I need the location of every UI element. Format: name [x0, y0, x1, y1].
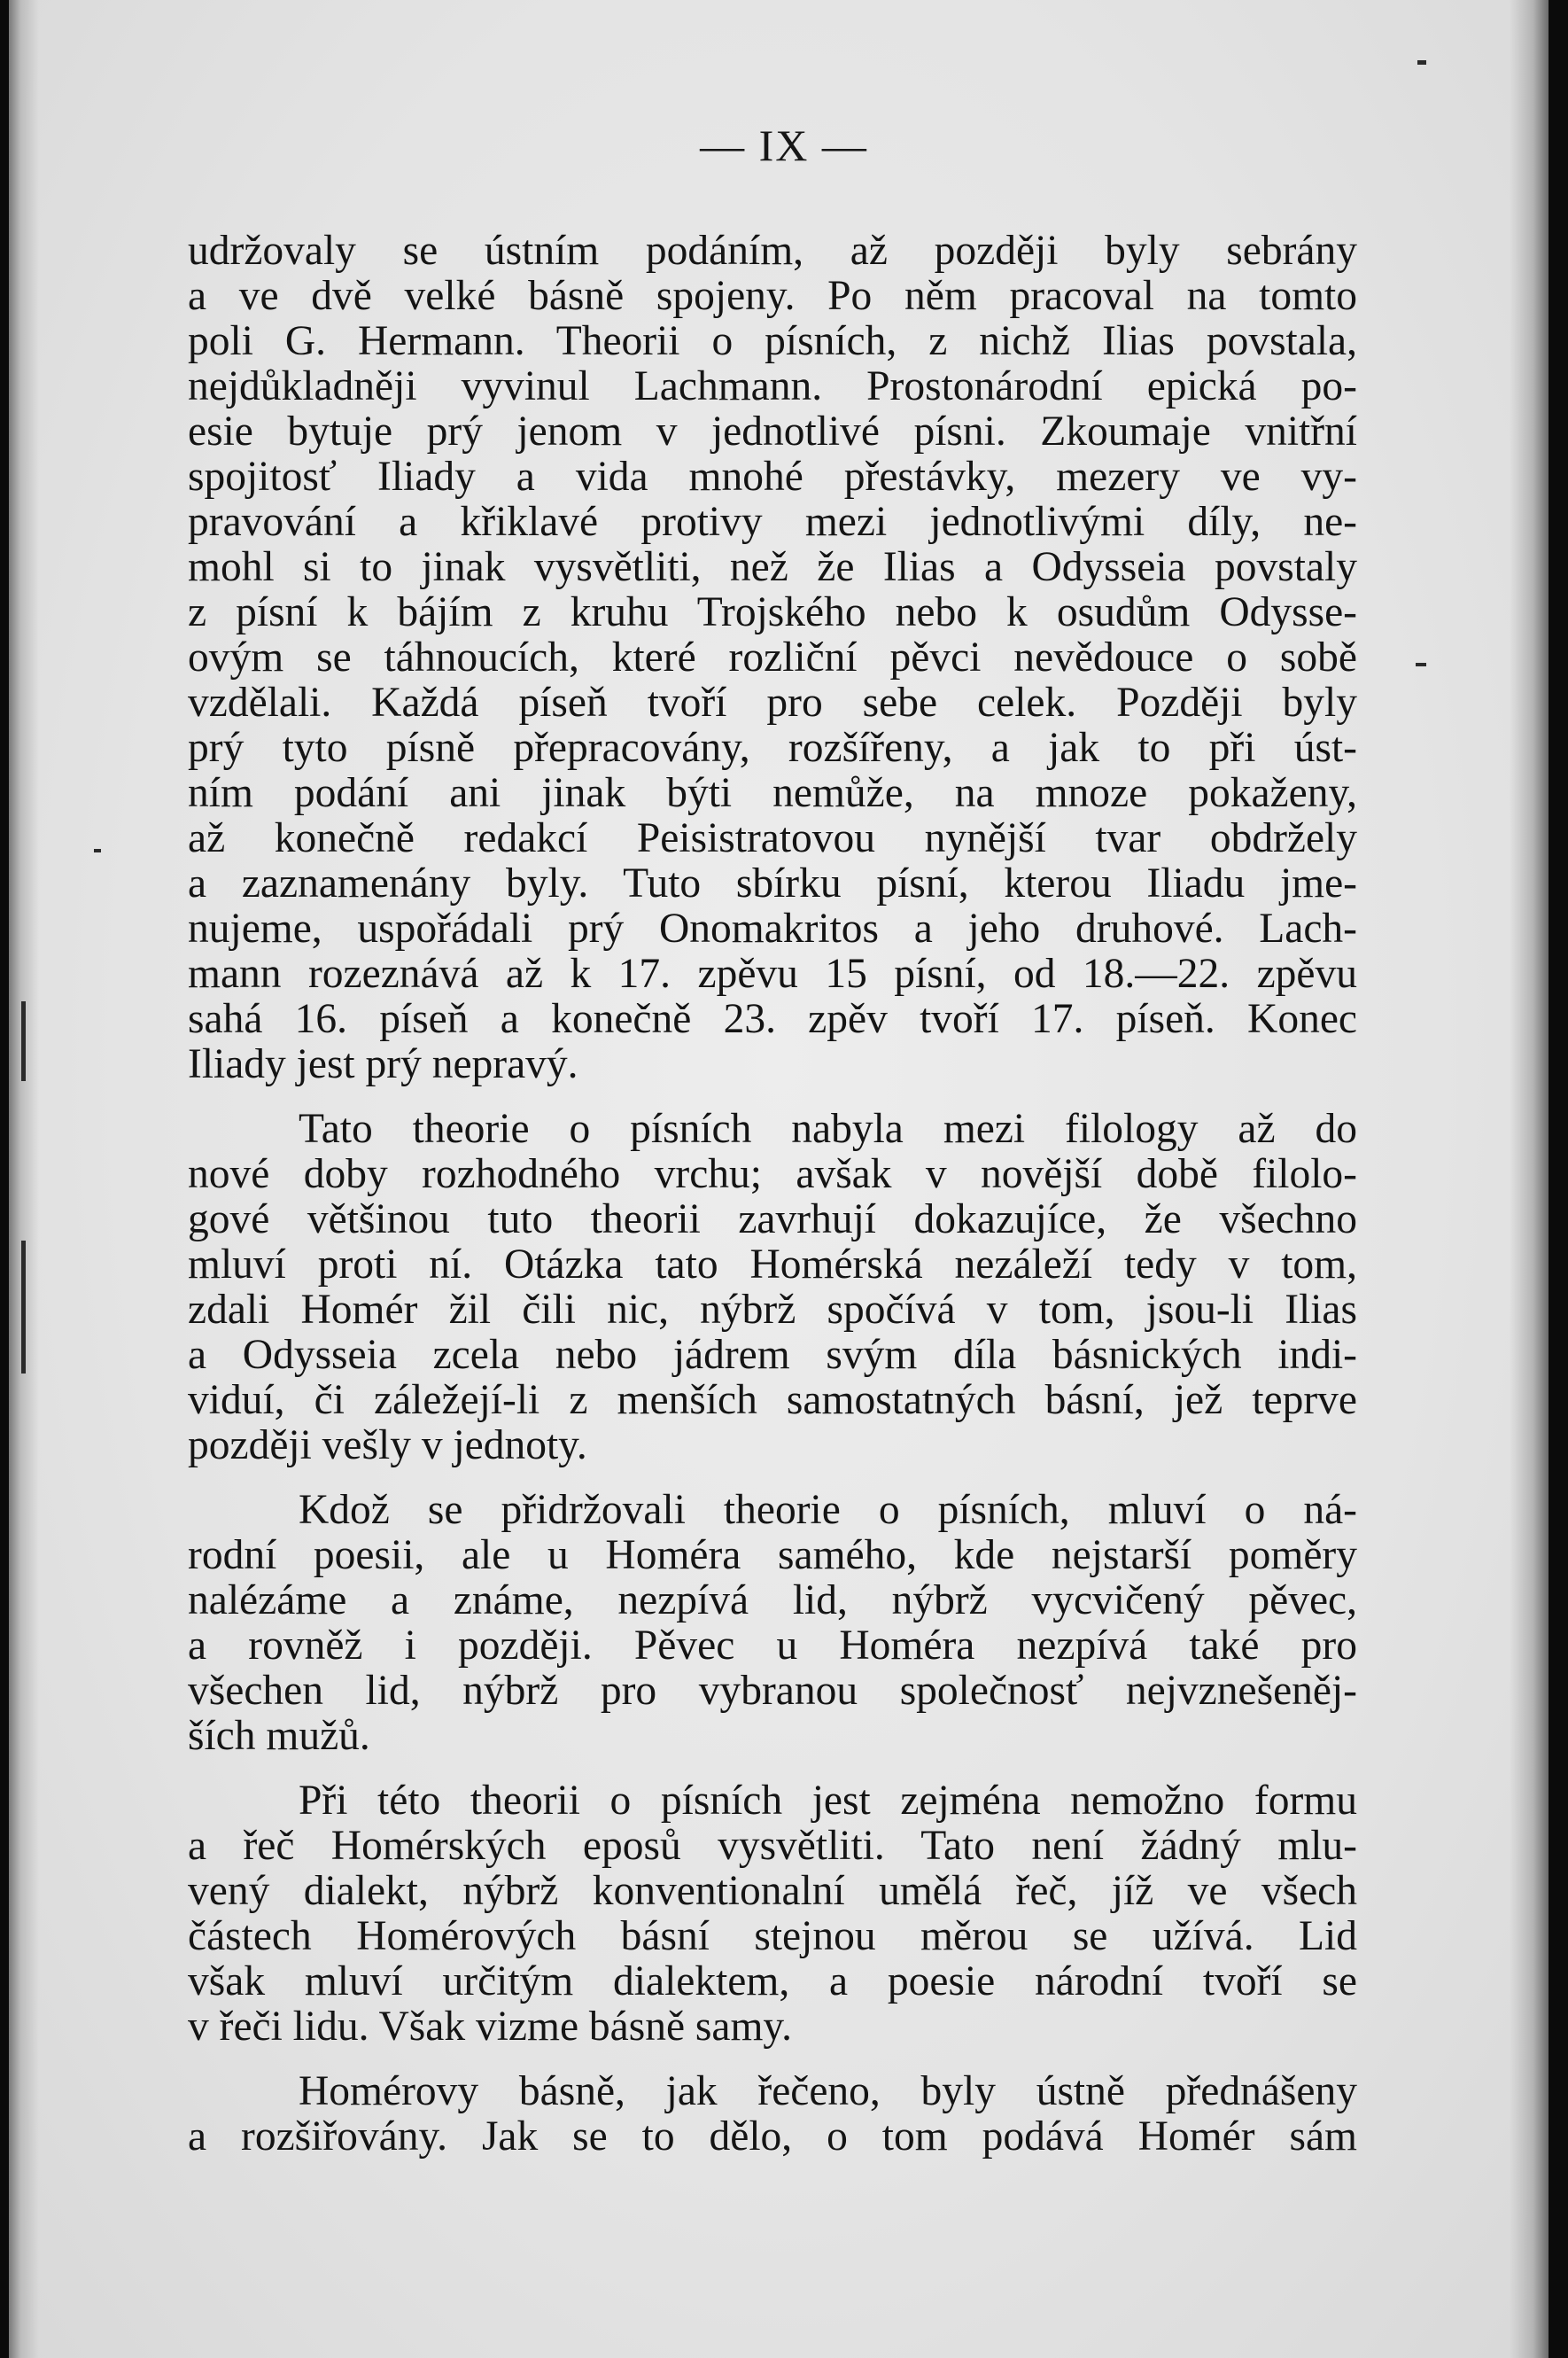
- left-edge-mark: [21, 1001, 26, 1081]
- text-line: z písní k bájím z kruhu Trojského nebo k osudům Odysse-: [188, 589, 1357, 635]
- page-number-header: — IX —: [700, 121, 868, 170]
- text-line: později vešly v jednoty.: [188, 1422, 587, 1468]
- text-line: nujeme, uspořádali prý Onomakritos a jeho druhové. Lach-: [188, 906, 1357, 952]
- text-line: poli G. Hermann. Theorii o písních, z nichž Ilias povstala,: [188, 318, 1357, 364]
- text-line: a rovněž i později. Pěvec u Homéra nezpívá také pro: [188, 1623, 1357, 1669]
- margin-speck: [94, 849, 101, 852]
- text-line: vzdělali. Každá píseň tvoří pro sebe celek. Později byly: [188, 680, 1357, 726]
- text-line: nalézáme a známe, nezpívá lid, nýbrž vycvičený pěvec,: [188, 1577, 1357, 1623]
- text-line: viduí, či záležejí-li z menších samostatných básní, jež teprve: [188, 1377, 1357, 1423]
- body-text: [188, 229, 1357, 2160]
- paragraph-4: [188, 1778, 1357, 2050]
- text-line: ním podání ani jinak býti nemůže, na mnoze pokaženy,: [188, 770, 1357, 816]
- paragraph-1: [188, 229, 1357, 1087]
- text-line: a Odysseia zcela nebo jádrem svým díla básnických indi-: [188, 1332, 1357, 1378]
- text-line: a zaznamenány byly. Tuto sbírku písní, kterou Iliadu jme-: [188, 860, 1357, 907]
- text-line: udržovaly se ústním podáním, až později byly sebrány: [188, 228, 1357, 274]
- text-line: částech Homérových básní stejnou měrou se užívá. Lid: [188, 1913, 1357, 1959]
- text-line: pravování a křiklavé protivy mezi jednotlivými díly, ne-: [188, 499, 1357, 545]
- text-line: sahá 16. píseň a konečně 23. zpěv tvoří 17. píseň. Konec: [188, 996, 1357, 1042]
- text-line: Homérovy básně, jak řečeno, byly ústně přednášeny: [299, 2068, 1357, 2114]
- text-line: a ve dvě velké básně spojeny. Po něm pracoval na tomto: [188, 273, 1357, 319]
- text-line: spojitosť Iliady a vida mnohé přestávky, mezery ve vy-: [188, 454, 1357, 500]
- left-edge-mark: [21, 1241, 26, 1374]
- paragraph-3: [188, 1488, 1357, 1759]
- text-line: a rozšiřovány. Jak se to dělo, o tom podává Homér sám: [188, 2113, 1357, 2160]
- text-line: gové většinou tuto theorii zavrhují dokazujíce, že všechno: [188, 1196, 1357, 1242]
- text-line: až konečně redakcí Peisistratovou nynější tvar obdržely: [188, 815, 1357, 861]
- text-line: v řeči lidu. Však vizme básně samy.: [188, 2004, 792, 2050]
- text-line: mann rozeznává až k 17. zpěvu 15 písní, od 18.—22. zpěvu: [188, 951, 1357, 997]
- paragraph-5: [188, 2069, 1357, 2160]
- text-line: nejdůkladněji vyvinul Lachmann. Prostonárodní epická po-: [188, 363, 1357, 409]
- text-line: zdali Homér žil čili nic, nýbrž spočívá v tom, jsou-li Ilias: [188, 1287, 1357, 1333]
- text-line: však mluví určitým dialektem, a poesie národní tvoří se: [188, 1958, 1357, 2004]
- text-line: mluví proti ní. Otázka tato Homérská nezáleží tedy v tom,: [188, 1241, 1357, 1288]
- text-line: Při této theorii o písních jest zejména nemožno formu: [299, 1778, 1357, 1824]
- margin-speck: [1416, 663, 1426, 666]
- text-line: Iliady jest prý nepravý.: [188, 1041, 578, 1087]
- text-line: ších mužů.: [188, 1713, 370, 1759]
- text-line: všechen lid, nýbrž pro vybranou společnosť nejvznešeněj-: [188, 1668, 1357, 1714]
- text-line: vený dialekt, nýbrž konventionalní umělá řeč, jíž ve všech: [188, 1868, 1357, 1914]
- text-line: prý tyto písně přepracovány, rozšířeny, a jak to při úst-: [188, 725, 1357, 771]
- text-line: rodní poesii, ale u Homéra samého, kde nejstarší poměry: [188, 1532, 1357, 1578]
- text-line: Kdož se přidržovali theorie o písních, mluví o ná-: [299, 1487, 1357, 1533]
- text-line: a řeč Homérských eposů vysvětliti. Tato není žádný mlu-: [188, 1823, 1357, 1869]
- margin-speck: [1417, 60, 1426, 65]
- text-line: ovým se táhnoucích, které rozliční pěvci nevědouce o sobě: [188, 634, 1357, 681]
- text-line: nové doby rozhodného vrchu; avšak v novější době filolo-: [188, 1151, 1357, 1197]
- paragraph-2: [188, 1107, 1357, 1468]
- text-line: esie bytuje prý jenom v jednotlivé písni. Zkoumaje vnitřní: [188, 409, 1357, 455]
- text-line: Tato theorie o písních nabyla mezi filology až do: [299, 1106, 1357, 1152]
- text-line: mohl si to jinak vysvětliti, než že Ilias a Odysseia povstaly: [188, 544, 1357, 590]
